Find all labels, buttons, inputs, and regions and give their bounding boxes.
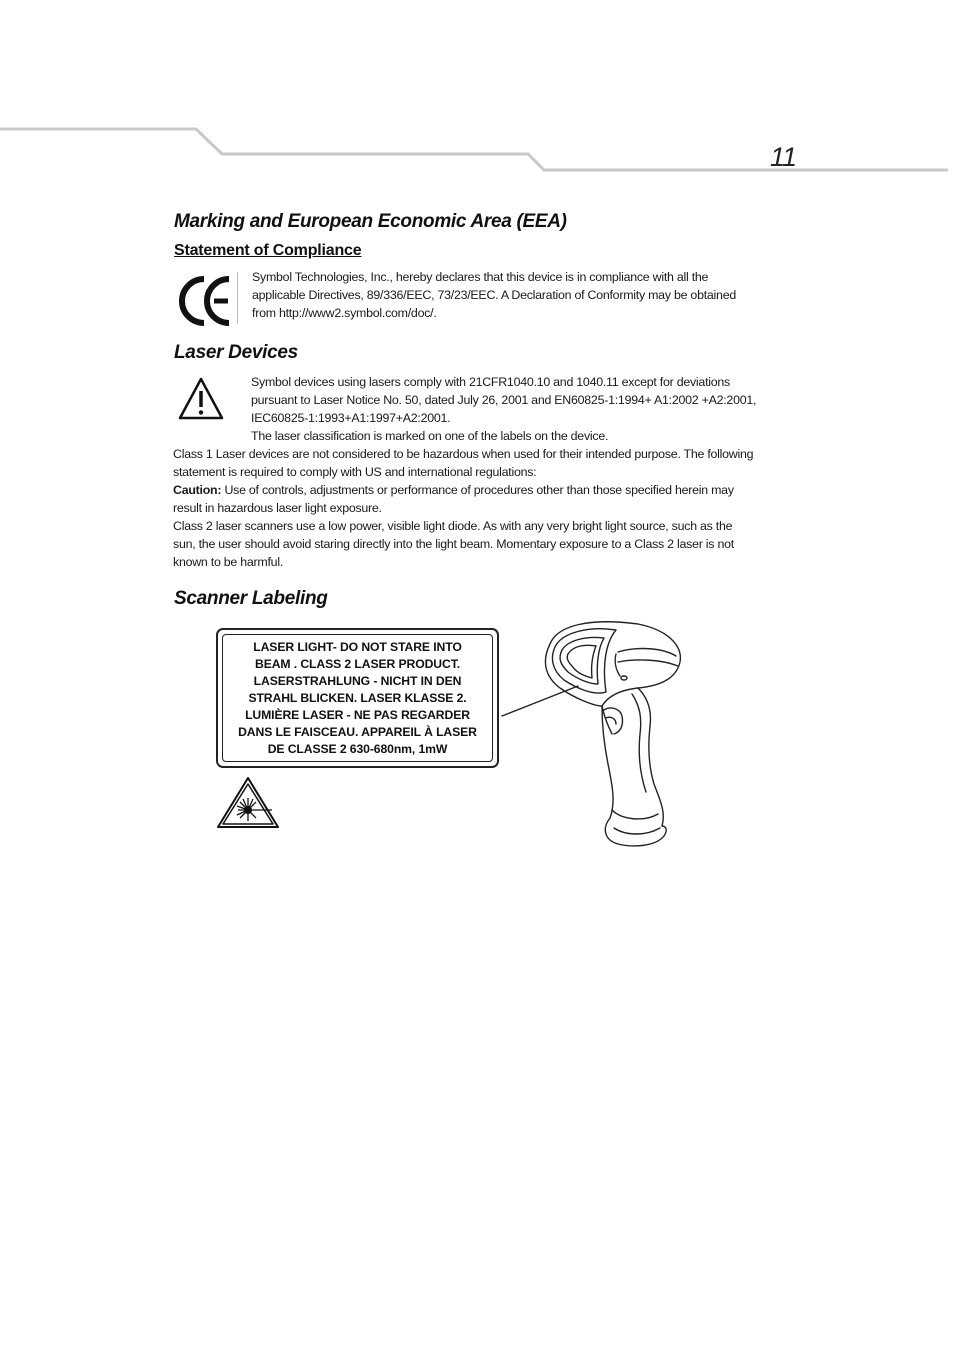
caution-line <box>173 481 793 499</box>
ce-divider <box>237 272 238 324</box>
laser-warning-label-inner <box>222 634 493 762</box>
caution-label: Caution: <box>173 483 222 497</box>
text-line: Class 2 laser scanners use a low power, visible light diode. As with any very bright light source, such as the <box>173 519 733 533</box>
text-line: applicable Directives, 89/336/EEC, 73/23/EEC. A Declaration of Conformity may be obtained <box>252 288 736 302</box>
text-line: Class 1 Laser devices are not considered to be hazardous when used for their intended purpose. The following <box>173 447 754 461</box>
text-line: statement is required to comply with US and international regulations: <box>173 465 537 479</box>
label-line: LASER LIGHT- DO NOT STARE INTO <box>253 639 462 654</box>
label-line: DANS LE FAISCEAU. APPAREIL À LASER <box>238 724 477 739</box>
statement-of-compliance-heading: Statement of Compliance <box>174 242 362 259</box>
text-line: from http://www2.symbol.com/doc/. <box>252 306 437 320</box>
page-number: 11 <box>770 142 797 172</box>
label-line: DE CLASSE 2 630-680nm, 1mW <box>267 741 448 756</box>
text-line: pursuant to Laser Notice No. 50, dated July 26, 2001 and EN60825-1:1994+ A1:2002 +A2:2001, <box>251 393 757 407</box>
text-line: result in hazardous laser light exposure. <box>173 501 382 515</box>
text-line: sun, the user should avoid staring directly into the light beam. Momentary exposure to a Class 2 laser is not <box>173 537 734 551</box>
text-line: Symbol devices using lasers comply with 21CFR1040.10 and 1040.11 except for deviations <box>251 375 730 389</box>
laser-warning-label <box>216 628 499 768</box>
warning-triangle-icon <box>178 376 224 422</box>
compliance-statement <box>252 268 792 322</box>
text-line: known to be harmful. <box>173 555 284 569</box>
label-line: STRAHL BLICKEN. LASER KLASSE 2. <box>248 690 467 705</box>
ce-mark-icon <box>176 270 236 330</box>
caution-text: Use of controls, adjustments or performance of procedures other than those specified herein may <box>221 483 734 497</box>
eea-heading: Marking and European Economic Area (EEA) <box>174 211 567 232</box>
text-line: The laser classification is marked on one of the labels on the device. <box>251 429 609 443</box>
scanner-labeling-heading: Scanner Labeling <box>174 588 328 609</box>
laser-devices-heading: Laser Devices <box>174 342 298 363</box>
laser-compliance-text <box>251 373 791 445</box>
text-line: IEC60825-1:1993+A1:1997+A2:2001. <box>251 411 451 425</box>
label-line: BEAM . CLASS 2 LASER PRODUCT. <box>255 656 460 671</box>
barcode-scanner-illustration <box>498 614 698 854</box>
label-line: LUMIÈRE LASER - NE PAS REGARDER <box>245 707 470 722</box>
label-line: LASERSTRAHLUNG - NICHT IN DEN <box>253 673 462 688</box>
text-line: Symbol Technologies, Inc., hereby declares that this device is in compliance with all the <box>252 270 709 284</box>
laser-body-text <box>173 445 793 571</box>
laser-hazard-icon <box>216 776 280 830</box>
